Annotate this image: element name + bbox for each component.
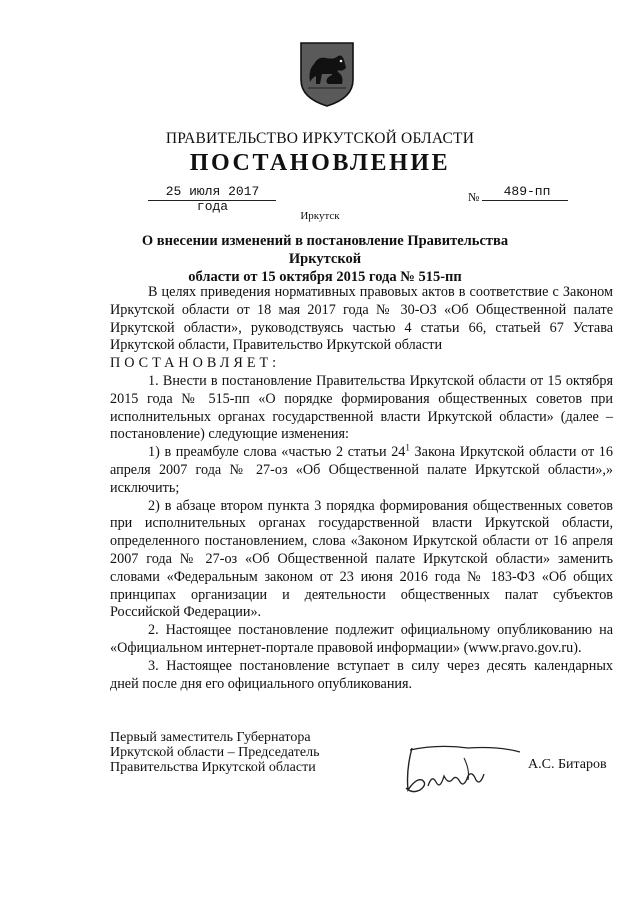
item-1-1-text-a: 1) в преамбуле слова «частью 2 статьи 24 — [148, 444, 406, 461]
government-name: ПРАВИТЕЛЬСТВО ИРКУТСКОЙ ОБЛАСТИ — [165, 130, 475, 147]
document-type: ПОСТАНОВЛЕНИЕ — [189, 150, 451, 176]
superscript: 1 — [405, 442, 410, 453]
handwritten-signature-icon — [398, 740, 524, 796]
subject-line-1: О внесении изменений в постановление Правительства Иркутской — [141, 233, 509, 267]
item-2-paragraph: 2. Настоящее постановление подлежит официальному опубликованию на «Официальном интернет-портале правовой информации» (www.pravo.gov.ru). — [110, 622, 613, 656]
signer-position — [110, 730, 319, 775]
document-date: 25 июля 2017 года — [165, 184, 260, 214]
signer-position-line-2: Иркутской области – Председатель — [110, 745, 320, 760]
item-1-1-paragraph — [110, 444, 613, 497]
item-1-2-paragraph: 2) в абзаце втором пункта 3 порядка формирования общественных советов при исполнительных органах государственной власти Иркутской области, определенного постановлением, слова «Законом Иркутской области от 16 апреля 2007 года № 27-оз «Об Общественной палате Иркутской области» заменить словами «Федеральным законом от 23 июня 2016 года № 183-ФЗ «Об общих принципах организации и деятельности общественных палат субъектов Российской Федерации». — [110, 497, 613, 621]
coat-of-arms-icon — [298, 40, 356, 108]
number-underline — [482, 200, 568, 201]
date-underline — [148, 200, 276, 201]
item-1-1-text-b: Закона Иркутской области от 16 апреля 2007 года № 27-оз «Об Общественной палате Иркутской области»,» исключить; — [110, 444, 613, 496]
item-1-paragraph: 1. Внести в постановление Правительства Иркутской области от 15 октября 2015 года № 515-пп «О порядке формирования общественных советов при исполнительных органах государственной власти Иркутской области» (далее – постановление) следующие изменения: — [110, 372, 613, 443]
item-3-paragraph: 3. Настоящее постановление вступает в силу через десять календарных дней после дня его официального опубликования. — [110, 657, 613, 692]
number-sign: № — [468, 190, 480, 204]
signer-position-line-3: Правительства Иркутской области — [110, 760, 316, 775]
document-subject — [120, 232, 530, 286]
city: Иркутск — [300, 210, 340, 222]
subject-line-2: области от 15 октября 2015 года № 515-пп — [188, 269, 462, 285]
signer-position-line-1: Первый заместитель Губернатора — [110, 730, 311, 745]
preamble-paragraph: В целях приведения нормативных правовых актов в соответствие с Законом Иркутской области от 18 мая 2017 года № 30-ОЗ «Об Общественной палате Иркутской области», руководствуясь частью 4 статьи 66, статьей 67 Устава Иркутской области, Правительство Иркутской области — [110, 284, 613, 354]
resolves-heading: ПОСТАНОВЛЯЕТ: — [110, 355, 281, 372]
document-body — [110, 284, 613, 693]
signer-name: А.С. Битаров — [528, 757, 607, 772]
document-number: 489-пп — [503, 184, 551, 199]
